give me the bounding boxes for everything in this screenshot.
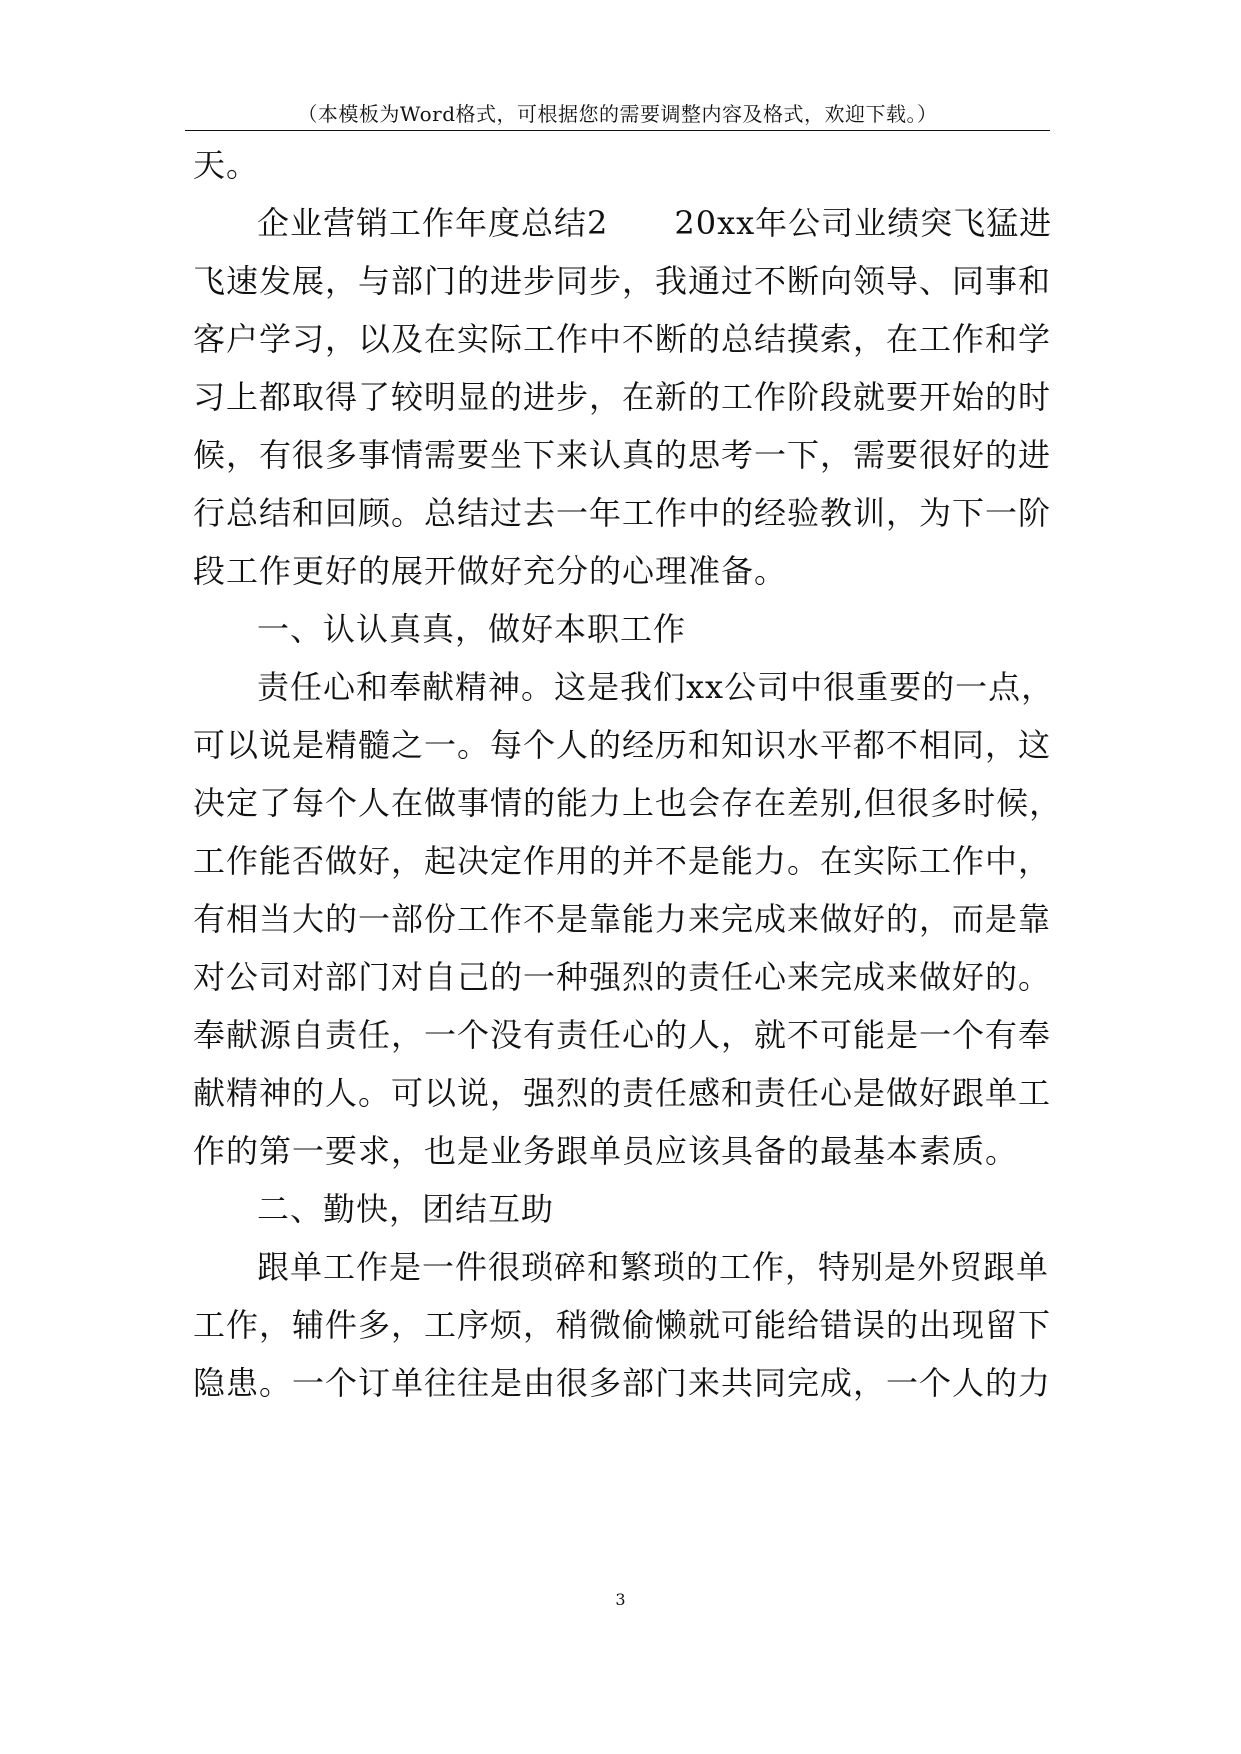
- body-line: 决定了每个人在做事情的能力上也会存在差别,但很多时候，: [193, 784, 1063, 822]
- body-line: 飞速发展，与部门的进步同步，我通过不断向领导、同事和: [193, 262, 1052, 300]
- body-line: 作的第一要求，也是业务跟单员应该具备的最基本素质。: [193, 1132, 1019, 1170]
- body-line: 隐患。一个订单往往是由很多部门来共同完成，一个人的力: [193, 1364, 1052, 1402]
- body-line: 工作，辅件多，工序烦，稍微偷懒就可能给错误的出现留下: [193, 1306, 1052, 1344]
- body-line: 行总结和回顾。总结过去一年工作中的经验教训，为下一阶: [193, 494, 1052, 532]
- body-line: 对公司对部门对自己的一种强烈的责任心来完成来做好的。: [193, 958, 1052, 996]
- body-line: 奉献源自责任，一个没有责任心的人，就不可能是一个有奉: [193, 1016, 1052, 1054]
- body-line: 段工作更好的展开做好充分的心理准备。: [193, 552, 788, 590]
- body-line: 跟单工作是一件很琐碎和繁琐的工作，特别是外贸跟单: [257, 1248, 1050, 1286]
- body-line: 可以说是精髓之一。每个人的经历和知识水平都不相同，这: [193, 726, 1052, 764]
- body-line: 客户学习，以及在实际工作中不断的总结摸索，在工作和学: [193, 320, 1052, 358]
- section-heading-1: 一、认认真真，做好本职工作: [257, 610, 687, 648]
- section-heading-2: 二、勤快，团结互助: [257, 1190, 555, 1228]
- page-header-note: （本模板为Word格式，可根据您的需要调整内容及格式，欢迎下载。）: [297, 102, 938, 126]
- body-line: 天。: [193, 146, 260, 184]
- body-line: 企业营销工作年度总结2 20xx年公司业绩突飞猛进: [257, 204, 1053, 242]
- body-line: 责任心和奉献精神。这是我们xx公司中很重要的一点，: [257, 668, 1055, 706]
- body-line: 候，有很多事情需要坐下来认真的思考一下，需要很好的进: [193, 436, 1052, 474]
- body-line: 工作能否做好，起决定作用的并不是能力。在实际工作中，: [193, 842, 1052, 880]
- page-number: 3: [615, 1590, 626, 1609]
- body-line: 习上都取得了较明显的进步，在新的工作阶段就要开始的时: [193, 378, 1052, 416]
- body-line: 献精神的人。可以说，强烈的责任感和责任心是做好跟单工: [193, 1074, 1052, 1112]
- header-divider: [185, 130, 1050, 131]
- body-line: 有相当大的一部份工作不是靠能力来完成来做好的，而是靠: [193, 900, 1052, 938]
